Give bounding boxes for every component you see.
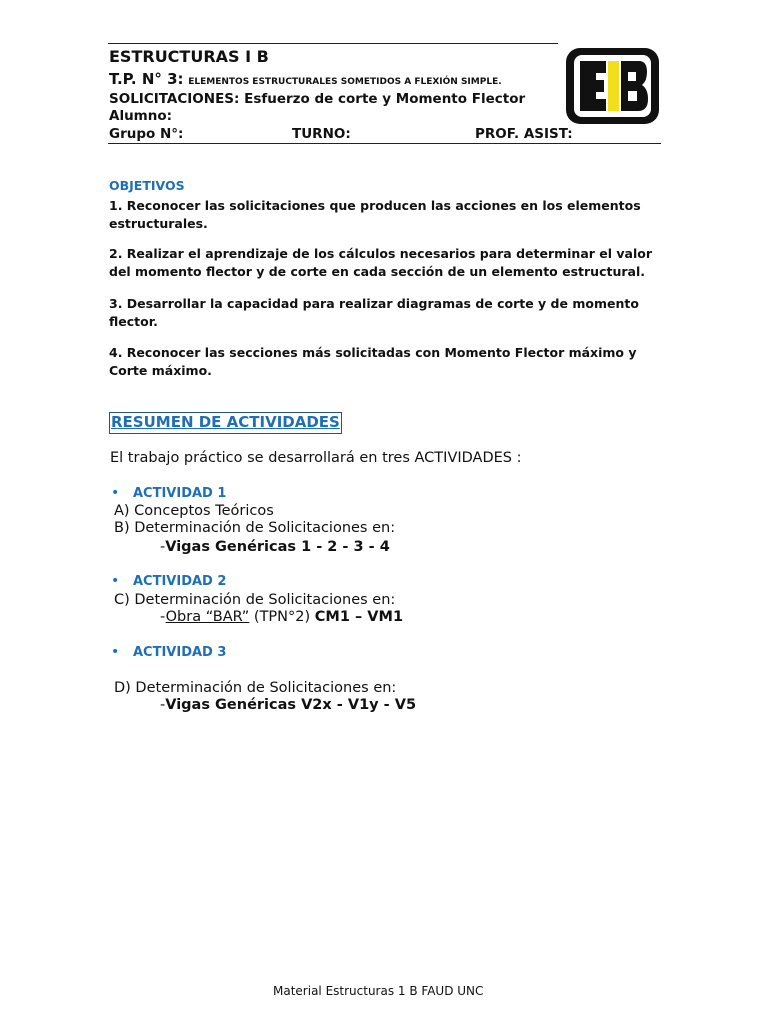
activity-1-sub-text: Vigas Genéricas 1 - 2 - 3 - 4 xyxy=(165,539,390,555)
header-bottom-rule xyxy=(108,143,661,144)
solicitaciones-line: SOLICITACIONES: Esfuerzo de corte y Momento Flector xyxy=(109,91,526,107)
grupo-label: Grupo N°: xyxy=(109,126,184,142)
activity-3-sub-text: Vigas Genéricas V2x - V1y - V5 xyxy=(165,697,417,713)
prof-label: PROF. ASIST: xyxy=(475,126,573,142)
activity-2-sub-middle: (TPN°2) xyxy=(249,609,315,625)
activity-3-sub xyxy=(160,697,416,713)
header-top-rule xyxy=(108,43,558,44)
tp-line xyxy=(109,70,502,88)
activity-2-sub xyxy=(160,609,403,625)
objective-item-3: 3. Desarrollar la capacidad para realizar diagramas de corte y de momento flector. xyxy=(109,296,639,329)
summary-intro: El trabajo práctico se desarrollará en tres ACTIVIDADES : xyxy=(110,450,522,466)
page-footer: Material Estructuras 1 B FAUD UNC xyxy=(273,984,484,998)
tp-description: ELEMENTOS ESTRUCTURALES SOMETIDOS A FLEXIÓN SIMPLE. xyxy=(188,77,502,87)
objective-item-4: 4. Reconocer las secciones más solicitadas con Momento Flector máximo y Corte máximo. xyxy=(109,345,637,378)
tp-label: T.P. N° 3: xyxy=(109,70,184,88)
activity-2-line-c: C) Determinación de Solicitaciones en: xyxy=(114,592,396,608)
bullet-icon: • xyxy=(111,573,120,589)
objectives-title: OBJETIVOS xyxy=(109,178,185,193)
bullet-icon: • xyxy=(111,644,120,660)
activity-3-title: ACTIVIDAD 3 xyxy=(133,645,227,660)
alumno-label: Alumno: xyxy=(109,108,173,124)
course-title: ESTRUCTURAS I B xyxy=(109,47,269,66)
activity-1-sub-prefix: - xyxy=(160,539,166,555)
activity-2-sub-underlined: Obra “BAR” xyxy=(165,609,250,625)
bullet-icon: • xyxy=(111,485,120,501)
activity-1-sub xyxy=(160,539,390,555)
activity-1-line-a: A) Conceptos Teóricos xyxy=(114,503,274,519)
activity-2-title: ACTIVIDAD 2 xyxy=(133,574,227,589)
activity-3-sub-prefix: - xyxy=(160,697,166,713)
eb-logo xyxy=(566,48,659,124)
activity-2-sub-bold: CM1 – VM1 xyxy=(314,609,404,625)
summary-title: RESUMEN DE ACTIVIDADES xyxy=(109,412,342,434)
activity-2-sub-prefix: - xyxy=(160,609,166,625)
activity-1-line-b: B) Determinación de Solicitaciones en: xyxy=(114,520,396,536)
objective-item-1: 1. Reconocer las solicitaciones que producen las acciones en los elementos estructurales. xyxy=(109,198,641,231)
activity-1-title: ACTIVIDAD 1 xyxy=(133,486,227,501)
activity-3-line-d: D) Determinación de Solicitaciones en: xyxy=(114,680,397,696)
turno-label: TURNO: xyxy=(292,126,351,142)
objective-item-2: 2. Realizar el aprendizaje de los cálculos necesarios para determinar el valor del momento flector y de corte en cada sección de un elemento estructural. xyxy=(109,246,653,279)
